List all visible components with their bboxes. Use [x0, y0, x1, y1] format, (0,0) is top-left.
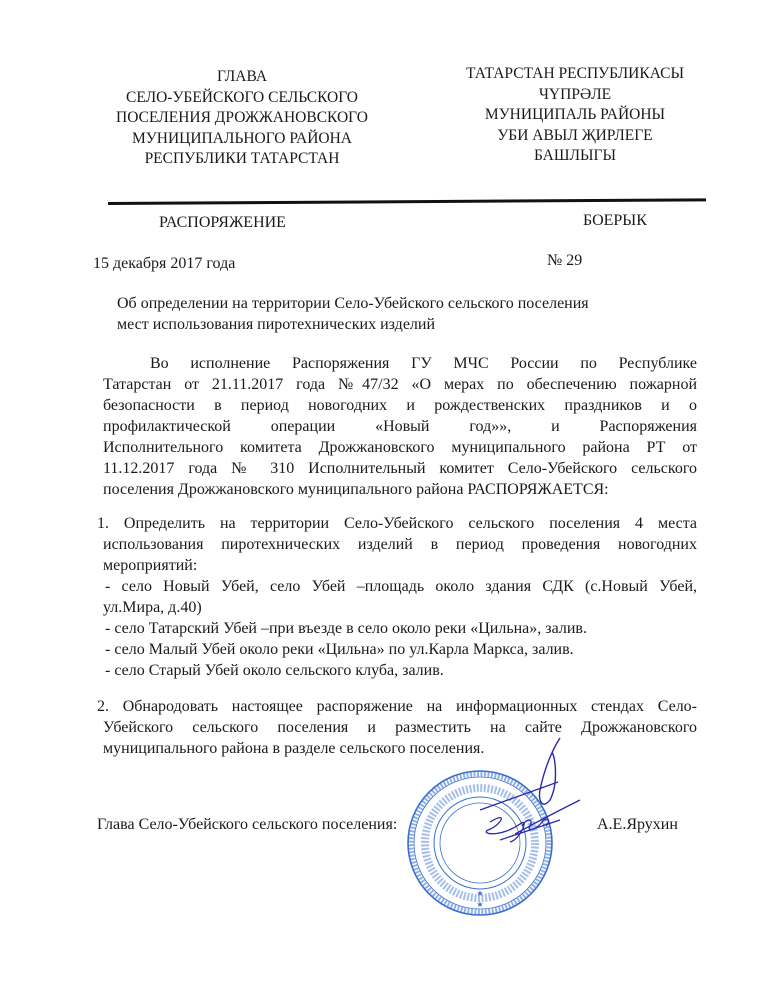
location-item: ул.Мира, д.40)	[103, 599, 202, 616]
item-1-line: 1. Определить на территории Село-Убейского сельского поселения 4 места	[97, 515, 697, 532]
signatory-name: А.Е.Ярухин	[597, 816, 678, 833]
document-date: 15 декабря 2017 года	[93, 255, 236, 272]
preamble-line: 11.12.2017 года № 310 Исполнительный комитет Село-Убейского сельского	[103, 460, 697, 477]
header-left-line: МУНИЦИПАЛЬНОГО РАЙОНА	[132, 129, 352, 147]
preamble-line: профилактической операции «Новый год»», и Распоряжения	[103, 418, 697, 435]
header-right-line: БАШЛЫГЫ	[533, 147, 617, 164]
preamble-line: безопасности в период новогодних и рождественских праздников и о	[103, 397, 697, 414]
header-right-line: МУНИЦИПАЛЬ РАЙОНЫ	[484, 106, 666, 123]
item-2-line: Убейского сельского поселения и разместить на сайте Дрожжановского	[103, 719, 697, 736]
preamble-line: Исполнительного комитета Дрожжановского муниципального района РТ от	[103, 439, 697, 456]
header-left-line: РЕСПУБЛИКИ ТАТАРСТАН	[144, 150, 340, 167]
svg-text:★: ★	[476, 900, 484, 909]
header-left-line: СЕЛО-УБЕЙСКОГО СЕЛЬСКОГО	[125, 88, 358, 106]
subject-line: Об определении на территории Село-Убейского сельского поселения	[117, 295, 589, 312]
signatory-title: Глава Село-Убейского сельского поселения:	[97, 816, 398, 833]
preamble-line: Во исполнение Распоряжения ГУ МЧС России по Республике	[150, 355, 697, 372]
preamble-line: поселения Дрожжановского муниципального района РАСПОРЯЖАЕТСЯ:	[103, 481, 609, 498]
doc-type-ru: РАСПОРЯЖЕНИЕ	[159, 214, 286, 231]
header-right-line: УБИ АВЫЛ ҖИРЛЕГЕ	[497, 126, 653, 144]
item-1-line: мероприятий:	[103, 557, 198, 574]
subject-line: мест использования пиротехнических изделий	[117, 316, 436, 333]
item-2-line: муниципального района в разделе сельского поселения.	[103, 740, 485, 757]
location-item: - село Татарский Убей –при въезде в село около реки «Цильна», залив.	[105, 620, 587, 637]
header-right-line: ЧҮПРӘЛЕ	[538, 85, 612, 103]
document-subject	[117, 293, 589, 335]
preamble-line: Татарстан от 21.11.2017 года №47/32 «О мерах по обеспечению пожарной	[103, 376, 697, 393]
header-right-block	[455, 64, 695, 167]
item-2	[97, 696, 697, 759]
location-item: - село Старый Убей около сельского клуба, залив.	[105, 662, 444, 679]
svg-text:★: ★	[476, 889, 484, 898]
item-1	[97, 513, 697, 681]
item-1-line: использования пиротехнических изделий в период проведения новогодних	[103, 536, 697, 553]
header-right-line: ТАТАРСТАН РЕСПУБЛИКАСЫ	[466, 65, 684, 82]
location-item: - село Малый Убей около реки «Цильна» по ул.Карла Маркса, залив.	[105, 641, 574, 658]
header-divider	[108, 198, 706, 205]
handwritten-signature	[460, 730, 590, 860]
header-left-line: ПОСЕЛЕНИЯ ДРОЖЖАНОВСКОГО	[116, 109, 368, 126]
header-left-line: ГЛАВА	[216, 68, 268, 85]
document-number: № 29	[547, 252, 583, 269]
doc-type-tt: БОЕРЫК	[583, 212, 647, 229]
location-item: - село Новый Убей, село Убей –площадь около здания СДК (с.Новый Убей,	[105, 578, 697, 595]
preamble	[103, 353, 697, 500]
header-left-block	[112, 67, 372, 170]
item-2-line: 2. Обнародовать настоящее распоряжение на информационных стендах Село-	[97, 698, 697, 715]
